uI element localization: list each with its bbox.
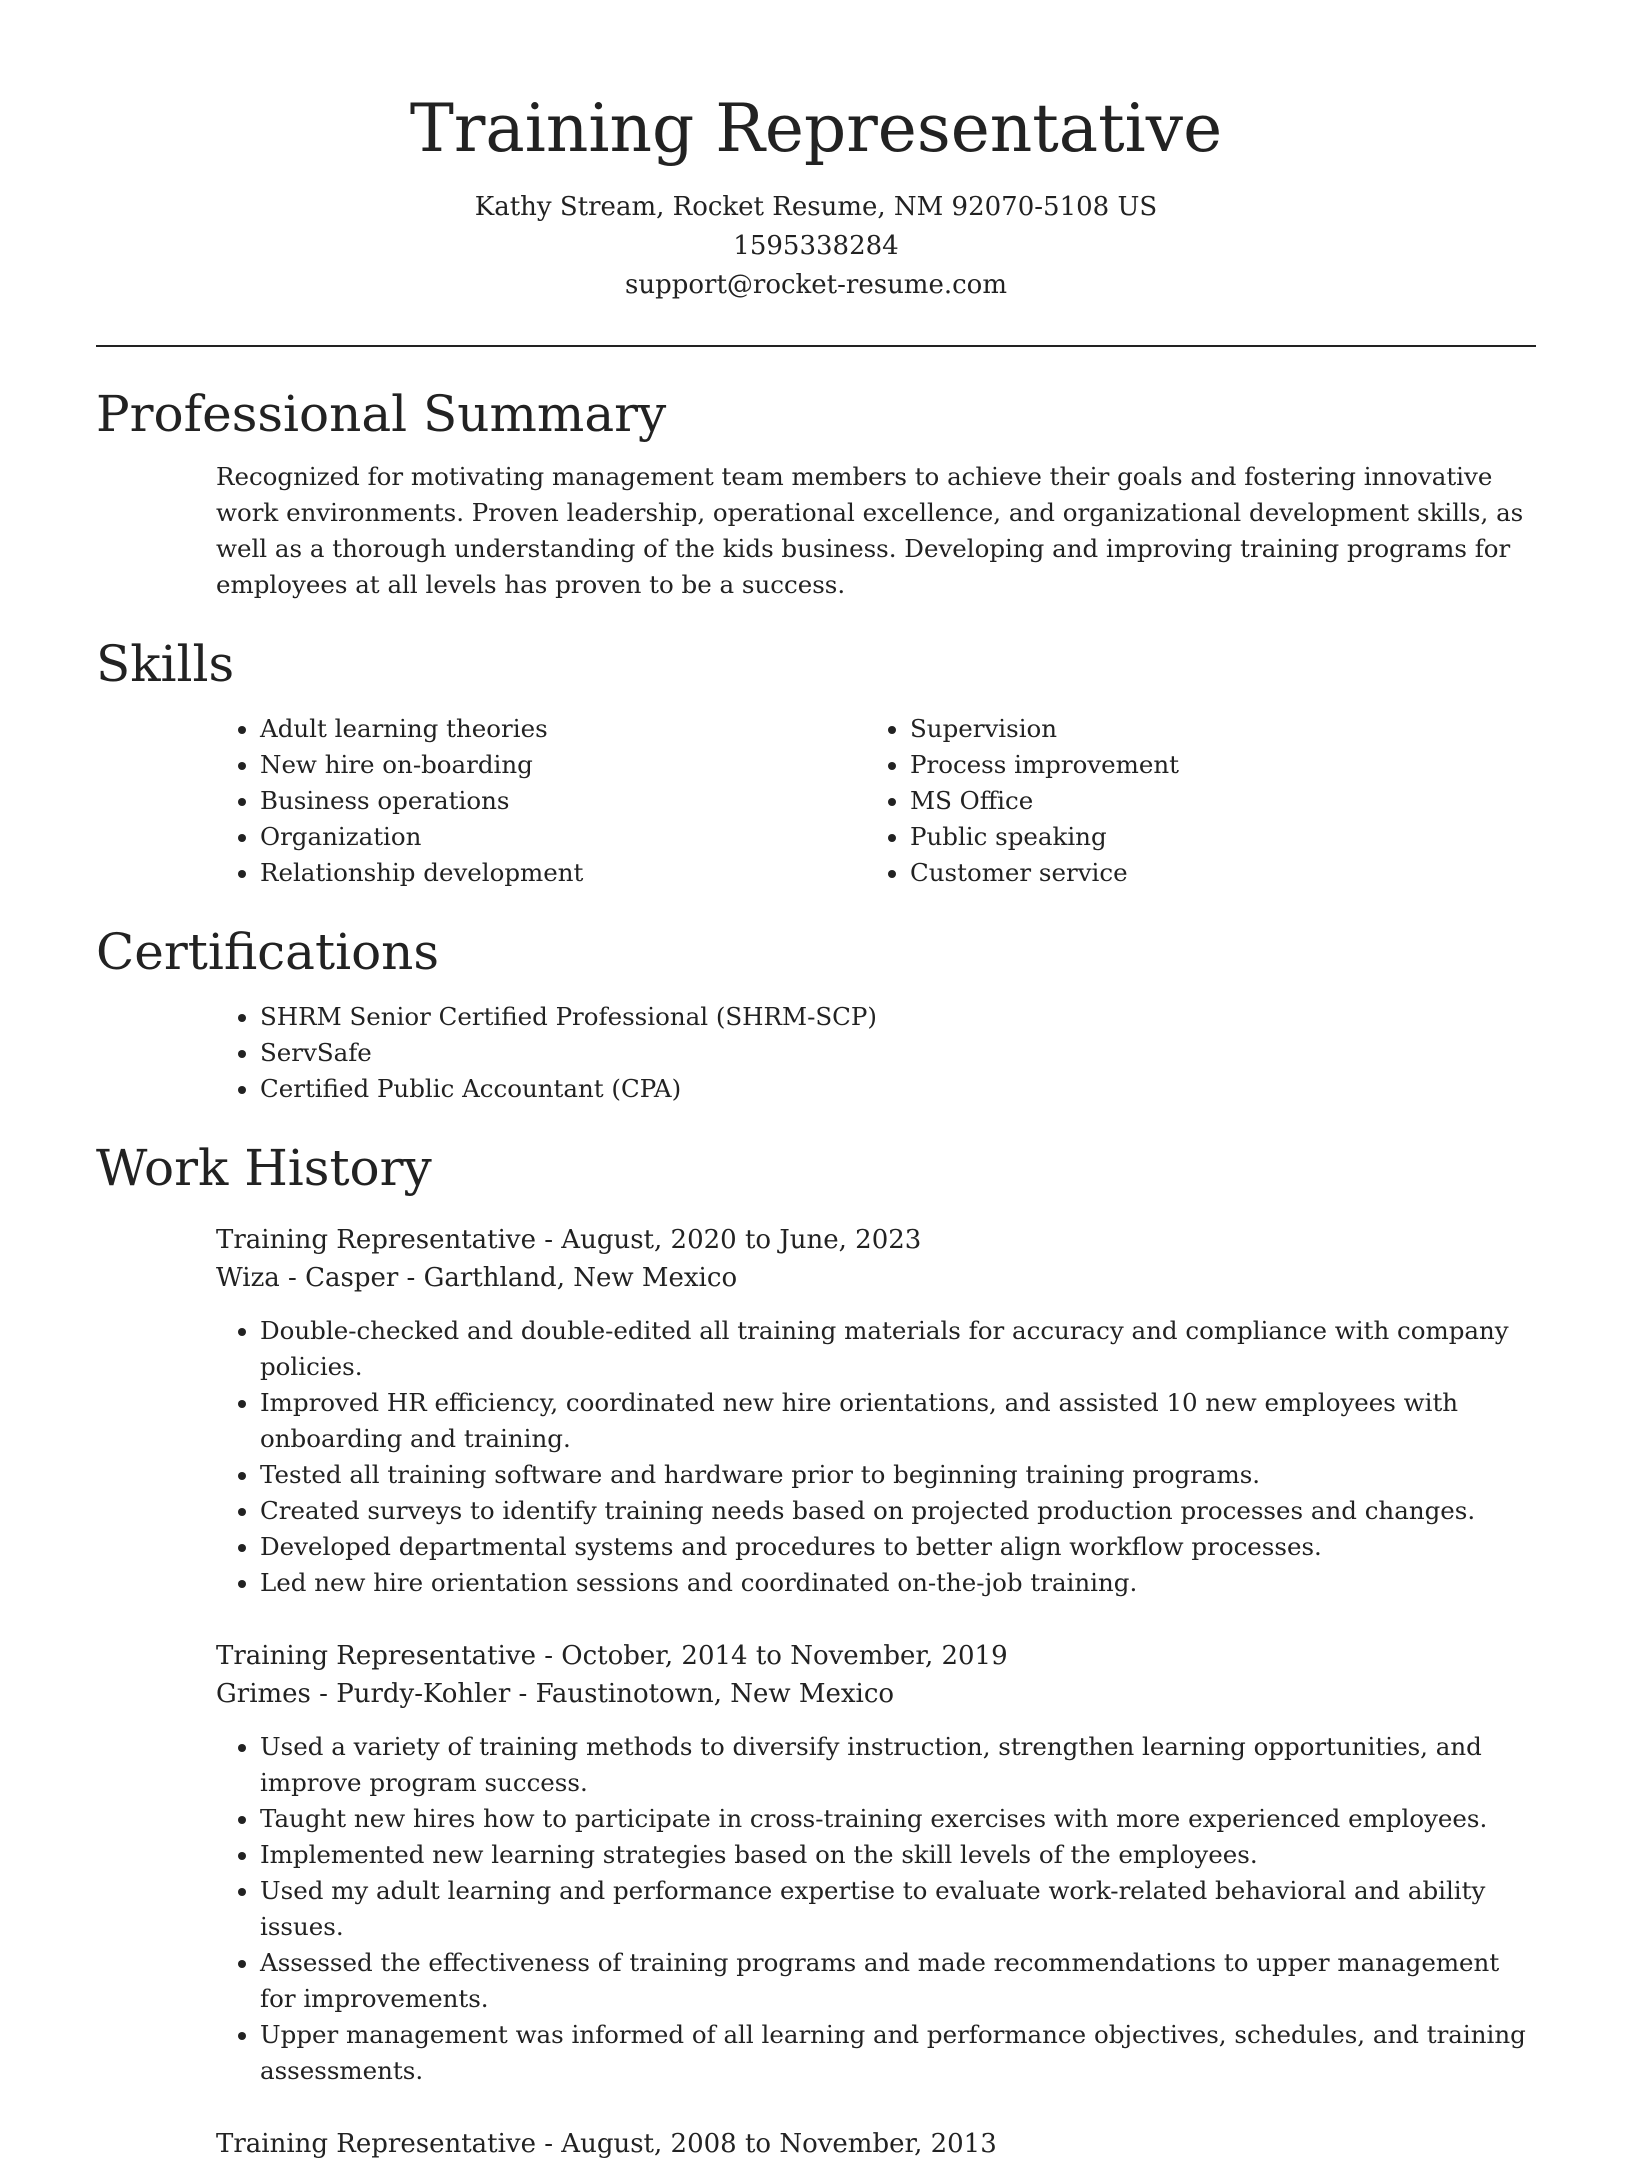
job-entry [216, 1221, 1536, 1601]
skills-heading: Skills [96, 635, 235, 693]
skill-item: • New hire on-boarding [260, 747, 866, 783]
summary-text: Recognized for motivating management team members to achieve their goals and fostering innovative work environments. Proven leadership, operational excellence, and organizational development skills, as well as a thorough understanding of the kids business. Developing and improving training programs for employees at all levels has proven to be a success. [216, 462, 1524, 599]
job-bullet: • Led new hire orientation sessions and coordinated on-the-job training. [260, 1565, 1536, 1601]
job-bullets [216, 1313, 1536, 1601]
skill-item: • Adult learning theories [260, 711, 866, 747]
job-company-line: Grimes - Purdy-Kohler - Faustinotown, New Mexico [216, 1679, 895, 1709]
skill-item: • Supervision [910, 711, 1516, 747]
job-title-line: Training Representative - August, 2020 to June, 2023 [216, 1225, 922, 1255]
contact-email: support@rocket-resume.com [624, 270, 1007, 300]
job-bullet: • Double-checked and double-edited all training materials for accuracy and compliance with company policies. [260, 1313, 1536, 1385]
job-title-line: Training Representative - October, 2014 to November, 2019 [216, 1641, 1008, 1671]
job-entry [216, 2125, 1536, 2163]
skills-column-left [216, 711, 866, 891]
job-company-line: Wiza - Casper - Garthland, New Mexico [216, 1263, 738, 1293]
skills-grid [216, 711, 1536, 891]
certification-item: • Certified Public Accountant (CPA) [260, 1071, 1536, 1107]
certifications-block [216, 999, 1536, 1107]
certifications-list [216, 999, 1536, 1107]
summary-heading: Professional Summary [96, 385, 667, 443]
skills-list-left [216, 711, 866, 891]
resume-page [96, 0, 1536, 2163]
job-title-line: Training Representative - August, 2008 to November, 2013 [216, 2129, 997, 2159]
job-bullet: • Used a variety of training methods to diversify instruction, strengthen learning opportunities, and improve program success. [260, 1729, 1536, 1801]
job-bullet: • Taught new hires how to participate in cross-training exercises with more experienced employees. [260, 1801, 1536, 1837]
skill-item: • Relationship development [260, 855, 866, 891]
contact-phone: 1595338284 [733, 231, 899, 261]
contact-block [96, 188, 1536, 305]
job-bullet: • Created surveys to identify training needs based on projected production processes and changes. [260, 1493, 1536, 1529]
job-bullet: • Upper management was informed of all learning and performance objectives, schedules, and training assessments. [260, 2017, 1536, 2089]
job-bullet: • Assessed the effectiveness of training programs and made recommendations to upper management for improvements. [260, 1945, 1536, 2017]
job-bullet: • Improved HR efficiency, coordinated new hire orientations, and assisted 10 new employees with onboarding and training. [260, 1385, 1536, 1457]
skill-item: • Public speaking [910, 819, 1516, 855]
job-bullet: • Tested all training software and hardware prior to beginning training programs. [260, 1457, 1536, 1493]
certification-item: • SHRM Senior Certified Professional (SHRM-SCP) [260, 999, 1536, 1035]
certifications-heading: Certifications [96, 923, 440, 981]
job-bullet: • Implemented new learning strategies based on the skill levels of the employees. [260, 1837, 1536, 1873]
skills-column-right [866, 711, 1516, 891]
certification-item: • ServSafe [260, 1035, 1536, 1071]
skill-item: • Process improvement [910, 747, 1516, 783]
header-divider [96, 345, 1536, 347]
skill-item: • MS Office [910, 783, 1516, 819]
skill-item: • Customer service [910, 855, 1516, 891]
job-entry [216, 1637, 1536, 2089]
contact-address: Kathy Stream, Rocket Resume, NM 92070-5108 US [474, 192, 1158, 222]
skills-list-right [866, 711, 1516, 891]
job-bullets [216, 1729, 1536, 2089]
work-history-heading: Work History [96, 1139, 432, 1197]
job-bullet: • Used my adult learning and performance expertise to evaluate work-related behavioral and ability issues. [260, 1873, 1536, 1945]
job-bullet: • Developed departmental systems and procedures to better align workflow processes. [260, 1529, 1536, 1565]
skill-item: • Organization [260, 819, 866, 855]
resume-name: Training Representative [409, 90, 1223, 167]
skill-item: • Business operations [260, 783, 866, 819]
resume-header [96, 0, 1536, 305]
